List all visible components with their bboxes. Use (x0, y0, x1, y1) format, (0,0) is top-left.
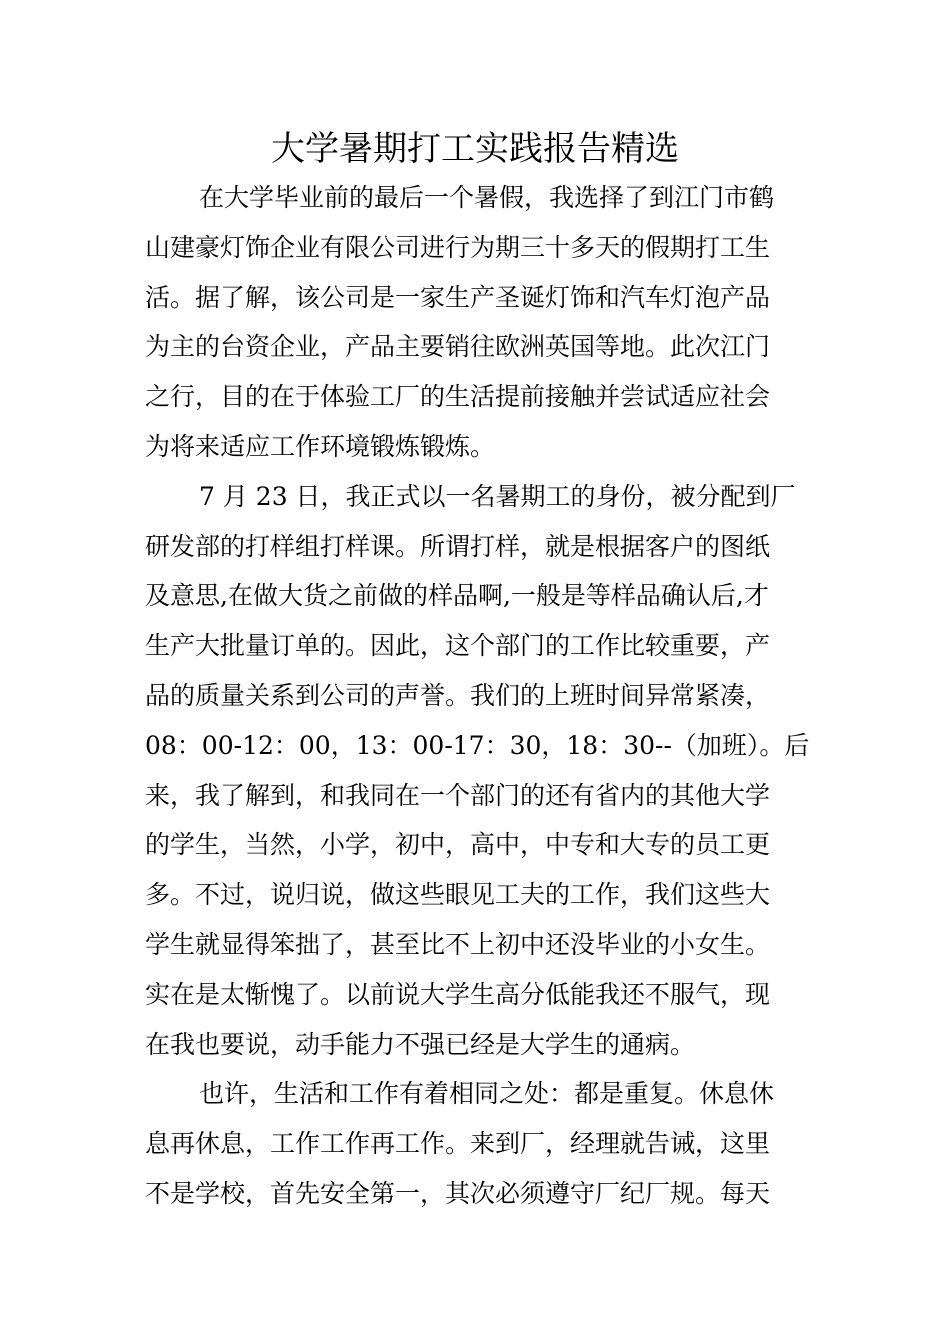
paragraph-3-line-2: 息再休息，工作工作再工作。来到厂，经理就告诫，这里 (145, 1129, 771, 1159)
paragraph-2-line-2: 研发部的打样组打样课。所谓打样，就是根据客户的图纸 (145, 531, 771, 561)
paragraph-1-line-4: 为主的台资企业，产品主要销往欧洲英国等地。此次江门 (145, 332, 771, 362)
paragraph-2-line-12: 在我也要说，动手能力不强已经是大学生的通病。 (145, 1029, 696, 1059)
paragraph-3-line-1: 也许，生活和工作有着相同之处：都是重复。休息休 (199, 1079, 775, 1109)
paragraph-2-line-9: 多。不过，说归说，做这些眼见工夫的工作，我们这些大 (145, 880, 771, 910)
document-body (145, 173, 825, 1219)
paragraph-1-line-5: 之行，目的在于体验工厂的生活提前接触并尝试适应社会 (145, 382, 771, 412)
document-title: 大学暑期打工实践报告精选 (271, 129, 679, 169)
paragraph-2-line-10: 学生就显得笨拙了，甚至比不上初中还没毕业的小女生。 (145, 929, 771, 959)
paragraph-2-line-4: 生产大批量订单的。因此，这个部门的工作比较重要，产 (145, 631, 771, 661)
paragraph-1-line-2: 山建豪灯饰企业有限公司进行为期三十多天的假期打工生 (145, 232, 771, 262)
paragraph-2-line-5: 品的质量关系到公司的声誉。我们的上班时间异常紧凑， (145, 680, 771, 710)
paragraph-2-line-8: 的学生，当然，小学，初中，高中，中专和大专的员工更 (145, 830, 771, 860)
paragraph-2-line-3: 及意思,在做大货之前做的样品啊,一般是等样品确认后,才 (145, 581, 769, 611)
paragraph-1-line-1: 在大学毕业前的最后一个暑假，我选择了到江门市鹤 (199, 183, 775, 212)
paragraph-2-line-11: 实在是太惭愧了。以前说大学生高分低能我还不服气，现 (145, 979, 771, 1009)
paragraph-2-line-6: 08：00-12：00，13：00-17：30，18：30--（加班）。后 (145, 730, 810, 760)
paragraph-1-line-3: 活。据了解，该公司是一家生产圣诞灯饰和汽车灯泡产品 (145, 282, 771, 312)
paragraph-2-line-7: 来，我了解到，和我同在一个部门的还有省内的其他大学 (145, 780, 771, 810)
paragraph-2-line-1: 7 月 23 日，我正式以一名暑期工的身份，被分配到厂 (199, 481, 796, 511)
paragraph-1-line-6: 为将来适应工作环境锻炼锻炼。 (145, 431, 496, 461)
paragraph-3-line-3: 不是学校，首先安全第一，其次必须遵守厂纪厂规。每天 (145, 1178, 771, 1208)
